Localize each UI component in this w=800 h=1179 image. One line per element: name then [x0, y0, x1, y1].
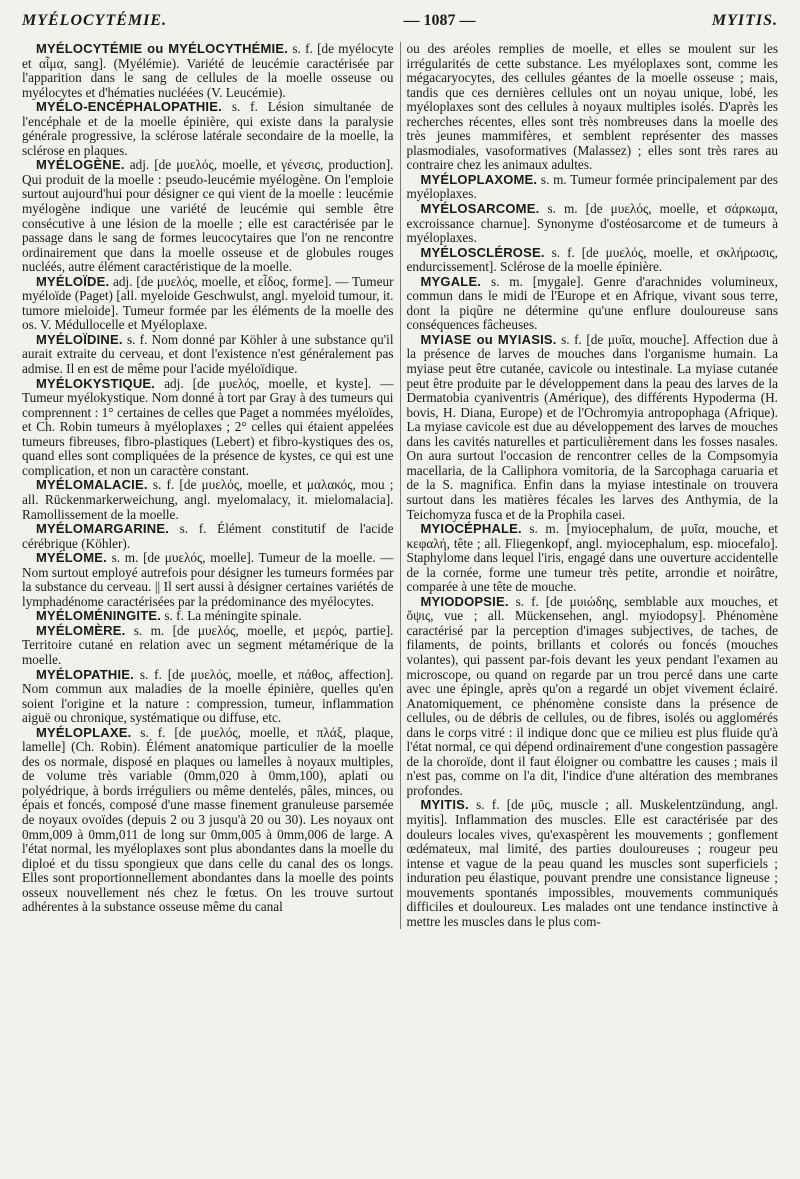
entry-text: s. m. [myiocephalum, de μυῖα, mouche, et κεφαλή, tête ; all. Fliegenkopf, angl. myiocephalum, esp. miocefalo]. Staphylome dans lequel l'iris, engagé dans une ouverture accidentelle de la cornée, forme une tumeur très petite, arrondie et noirâtre, comparée à une tête de mouche. — [406, 521, 778, 595]
entry-text: s. m. [de μυελός, moelle, et μερός, partie]. Territoire cutané en relation avec un segment métamérique de la moelle. — [22, 622, 394, 667]
entry-headword: MYÉLOMÈRE. — [36, 622, 126, 638]
entry-text: s. f. [de myélocyte et αἷμα, sang]. (Myélémie). Variété de leucémie caractérisée par l'apparition dans le sang de cellules de la moelle osseuse ou myélocytes et d'hématies nucléées (V. Leucémie). — [22, 41, 394, 100]
dictionary-entry — [407, 42, 779, 173]
entry-headword: MYITIS. — [420, 797, 469, 813]
entry-headword: MYÉLO-ENCÉPHALOPATHIE. — [36, 99, 222, 115]
entry-headword: MYÉLOPLAXE. — [36, 724, 132, 740]
entry-text: s. m. [de μυελός, moelle, et σάρκωμα, excroissance charnue]. Synonyme d'ostéosarcome et de tumeurs à myéloplaxes. — [406, 201, 778, 246]
entry-headword: MYÉLOPLAXOME. — [420, 171, 538, 187]
entry-headword: MYÉLOCYTÉMIE ou MYÉLOCYTHÉMIE. — [36, 41, 289, 56]
dictionary-entry — [407, 522, 779, 595]
dictionary-entry — [22, 551, 394, 609]
left-column — [22, 42, 394, 929]
dictionary-entry — [22, 522, 394, 551]
dictionary-entry — [407, 173, 779, 202]
entry-headword: MYÉLOMALACIE. — [36, 477, 148, 493]
dictionary-entry — [22, 100, 394, 158]
entry-text: adj. [de μυελός, moelle, et εἶδος, forme]. — Tumeur myéloïde (Paget) [all. myeloide Geschwulst, angl. myeloid tumour, it. tumore mieloide]. Tumeur formée par les éléments de la moelle des os. V. Médullocelle et Myéloplaxe. — [22, 273, 394, 333]
entry-text: s. f. [de μυελός, moelle, et μαλακός, mou ; all. Rückenmarkerweichung, angl. myelomalacy, it. mielomalacia]. Ramollissement de la moelle. — [22, 477, 394, 522]
entry-text: s. f. [de μυελός, moelle, et πάθος, affection]. Nom commun aux maladies de la moelle épinière, quelles qu'en soient l'origine et la nature : compression, tumeur, inflammation aiguë ou chronique, systématique ou diffuse, etc. — [22, 666, 394, 726]
entry-text: s. m. [mygale]. Genre d'arachnides volumineux, commun dans le midi de l'Europe et en Afrique, vivant sous terre, dont la piqûre ne détermine qu'une enflure douloureuse sans conséquences fâcheuses. — [406, 273, 778, 333]
entry-headword: MYIODOPSIE. — [420, 593, 509, 609]
dictionary-entry — [22, 333, 394, 377]
entry-text: s. f. Lésion simultanée de l'encéphale et de la moelle épinière, qui existe dans la paralysie générale progressive, la sclérose latérale secondaire de la moelle, la sclérose en plaques. — [22, 99, 394, 158]
dictionary-entry — [407, 275, 779, 333]
entry-headword: MYÉLOPATHIE. — [36, 666, 134, 682]
running-head-left: MYÉLOCYTÉMIE. — [22, 12, 168, 29]
column-rule — [400, 42, 401, 929]
entry-text: s. f. [de μυιώδης, semblable aux mouches, et ὄψις, vue ; all. Mückensehen, angl. myiodopsy]. Phénomène caractérisé par la perception d'images subjectives, de taches, de filaments, de points, brillants et colorés ou foncés (mouches volantes), qui passent par-fois devant les yeux pendant l'examen au microscope, ou quand on regarde par un trou percé dans une carte avec une épingle, après qu'on a regardé un objet vivement éclairé. Anatomiquement, ce phénomène consiste dans la présence de cellules, ou de débris de cellules, ou de fibres, isolés ou agglomérés dans le corps vitré : il indique donc que ce milieu est plus fluide qu'à l'état normal, ce qui dépend ordinairement d'une congestion passagère de la choroïde, dont il faut éloigner ou combattre les causes ; mais il n'est pas, comme on l'a dit, l'indice d'une altération des membranes profondes. — [406, 593, 778, 798]
entry-text: s. m. [de μυελός, moelle]. Tumeur de la moelle. — Nom surtout employé autrefois pour désigner les tumeurs formées par la substance du cerveau. || Il sert aussi à désigner certaines variétés de lymphadénome caractérisées par la prédominance des myélocytes. — [22, 550, 394, 609]
entry-text: adj. [de μυελός, moelle, et γένεσις, production]. Qui produit de la moelle : pseudo-leucémie myélogène. On l'emploie surtout aujourd'hui pour désigner ce qui vient de la moelle : leucémie myélogène indique une variété de leucémie qui semble être consécutive à une lésion de la moelle ; elle est caractérisée par le passage dans le sang de formes leucocytaires que l'on ne rencontre ordinairement que dans la moelle osseuse et de globules rouges nucléés, autre élément caractéristique de la moelle. — [22, 157, 394, 275]
entry-text: s. f. [de μυῖα, mouche]. Affection due à la présence de larves de mouches dans l'organisme humain. La myiase peut être cutanée, cavicole ou intestinale. La myiase cutanée peut être produite par le développement dans la peau des larves de la Dermatobia cyaniventris (Amérique), des différents Hypoderma (H. bovis, H. Diana, Europe) et de l'Ochromyia antropophaga (Afrique). La myiase cavicole est due au développement des larves de mouches dans les cavités naturelles et particulièrement dans les fosses nasales. On aura surtout l'occasion de rencontrer celles de la Compsomyia macellaria, de la Calliphora vomitoria, de la Sarcophaga caruaria et de la S. magnifica. Enfin dans la myiase intestinale on trouvera surtout dans les matières fécales les larves des Anthymia, de la Teichomyza fusca et de la Prophila casei. — [406, 331, 778, 522]
entry-text: ou des aréoles remplies de moelle, et elles se moulent sur les irrégularités de cette substance. Les myéloplaxes sont, comme les mégacaryocytes, des cellules géantes de la moelle osseuse ; mais, tandis que ces dernières cellules ont un noyau unique, lobé, les myéloplaxes sont des cellules à noyaux multiples isolés. D'après les recherches récentes, elles sont très nombreuses dans la moelle des très jeunes mammifères, et semblent représenter des masses plasmodiales, vasoformatives (Malassez) ; elles sont très rares au contraire chez les animaux adultes. — [406, 41, 778, 173]
entry-headword: MYÉLOME. — [36, 550, 107, 566]
entry-text: adj. [de μυελός, moelle, et kyste]. — Tumeur myélokystique. Nom donné à tort par Gray à des tumeurs qui comprennent : 1° certaines de celles que Paget a nommées myéloïdes, et Ch. Robin tumeurs à myéloplaxes ; 2° celles qui étaient appelées tumeurs fibreuses, fibro-plastiques (Lebert) et fibro-kystiques des os, quand elles sont compliquées de la présence de kystes, ce qui est une complication, et non un caractère constant. — [22, 375, 394, 478]
dictionary-entry — [22, 668, 394, 726]
entry-text: s. f. Élément constitutif de l'acide cérébrique (Köhler). — [22, 521, 394, 551]
entry-headword: MYÉLOMÉNINGITE. — [36, 608, 162, 624]
page-number: — 1087 — — [403, 12, 476, 29]
entry-headword: MYÉLOSCLÉROSE. — [420, 244, 545, 260]
dictionary-entry — [22, 158, 394, 274]
dictionary-entry — [22, 624, 394, 668]
entry-headword: MYÉLOKYSTIQUE. — [36, 375, 156, 391]
entry-text: s. f. [de μυελός, moelle, et σκλήρωσις, endurcissement]. Sclérose de la moelle épinière. — [406, 244, 778, 275]
running-head — [22, 12, 778, 36]
dictionary-entry — [22, 726, 394, 915]
entry-headword: MYÉLOGÈNE. — [36, 157, 125, 173]
entry-headword: MYÉLOÏDINE. — [36, 331, 123, 347]
right-column — [407, 42, 779, 929]
dictionary-entry — [407, 202, 779, 246]
entry-headword: MYÉLOSARCOME. — [420, 201, 540, 217]
entry-headword: MYIASE ou MYIASIS. — [420, 331, 557, 347]
entry-headword: MYIOCÉPHALE. — [420, 521, 522, 537]
dictionary-entry — [22, 478, 394, 522]
entry-text: s. f. Nom donné par Köhler à une substance qu'il aurait extraite du cerveau, et dont l'existence n'est généralement pas admise. Il en est de même pour l'acide myéloïdique. — [22, 331, 394, 377]
entry-text: s. f. La méningite spinale. — [161, 608, 302, 624]
entry-headword: MYGALE. — [420, 273, 482, 289]
text-columns — [22, 42, 778, 929]
dictionary-entry — [22, 609, 394, 624]
dictionary-entry — [22, 42, 394, 100]
entry-headword: MYÉLOÏDE. — [36, 273, 110, 289]
entry-text: s. f. [de μῦς, muscle ; all. Muskelentzündung, angl. myitis]. Inflammation des muscles. Elle est caractérisée par des douleurs locales vives, qu'exaspèrent les mouvements ; gonflement œdémateux, mal limité, des parties douloureuses ; rougeur peu intense et vague de la peau quand les muscles sont superficiels ; induration peu élastique, pouvant prendre une consistance ligneuse ; mouvements spontanés impossibles, mouvements communiqués difficiles et douloureux. Les malades ont une tendance instinctive à mettre les muscles dans le plus com- — [406, 797, 778, 929]
entry-text: s. f. [de μυελός, moelle, et πλάξ, plaque, lamelle] (Ch. Robin). Élément anatomique particulier de la moelle des os normale, disposé en plaques ou lamelles à noyaux multiples, de volume très variable (0mm,020 à 0mm,100), aplati ou polyédrique, à bords irréguliers ou même dentelés, pâles, minces, ou épais et foncés, composé d'une masse finement granuleuse parsemée de noyaux ovoïdes (depuis 2 ou 3 jusqu'à 20 ou 30). Les noyaux ont 0mm,009 à 0mm,011 de long sur 0mm,005 à 0mm,006 de large. A l'état normal, les myéloplaxes sont plus abondantes dans la moelle du diploé et du tissu spongieux que dans celle du canal des os longs. Elles sont proportionnellement abondantes dans la moelle des points osseux nouvellement nés chez le fœtus. On les trouve surtout adhérentes à la substance osseuse même du canal — [22, 724, 394, 915]
running-head-right: MYITIS. — [711, 12, 778, 29]
entry-headword: MYÉLOMARGARINE. — [36, 521, 169, 537]
dictionary-entry — [22, 275, 394, 333]
dictionary-entry — [407, 333, 779, 522]
dictionary-entry — [407, 798, 779, 929]
entry-text: s. m. Tumeur formée principalement par des myéloplaxes. — [406, 171, 778, 202]
dictionary-entry — [407, 595, 779, 799]
dictionary-entry — [407, 246, 779, 275]
dictionary-entry — [22, 377, 394, 479]
